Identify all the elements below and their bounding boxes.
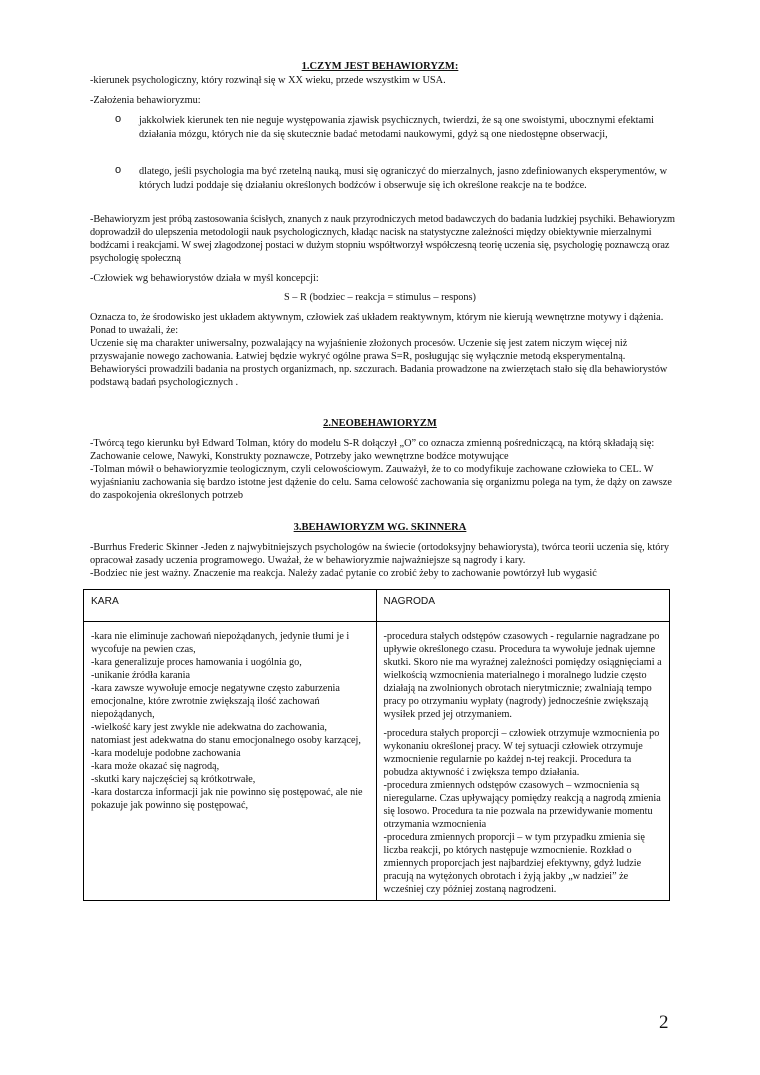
list-item: -kara generalizuje proces hamowania i uogólnia go, — [91, 657, 302, 668]
table-row — [84, 622, 670, 901]
punishment-reward-table — [83, 589, 670, 901]
skinner-paragraph: -Burrhus Frederic Skinner -Jeden z najwybitniejszych psychologów na świecie (ortodoksyjny behawiorysta), twórca teorii uczenia się, który opracował zasady uczenia programowego. Uważał, że w behawioryzmie najważniejsze są nagrody i kary. — [90, 542, 670, 566]
page-number: 2 — [659, 1012, 669, 1033]
s-r-formula: S – R (bodziec – reakcja = stimulus – respons) — [284, 292, 476, 303]
section-1-intro: -kierunek psychologiczny, który rozwinął się w XX wieku, przede wszystkim w USA. — [90, 75, 446, 86]
assumptions-label: -Założenia behawioryzmu: — [90, 95, 201, 106]
reward-fixed-ratio: -procedura stałych proporcji – człowiek otrzymuje wzmocnienia po wykonaniu określonej pracy. W tej sytuacji człowiek otrzymuje wzmocnienie regularnie po każdej n-tej reakcji. Procedura ta pobudza aktywność i zwiększa tempo działania. — [383, 728, 660, 778]
list-item: -kara nie eliminuje zachowań niepożądanych, jedynie tłumi je i wycofuje na pewien czas, — [91, 631, 350, 655]
list-item: -kara modeluje podobne zachowania — [91, 748, 241, 759]
list-item: -kara zawsze wywołuje emocje negatywne często zaburzenia emocjonalne, które zwrotnie zwiększają ilość zachowań niepożądanych, — [91, 683, 340, 720]
reward-variable-interval: -procedura zmiennych odstępów czasowych – wzmocnienia są nieregularne. Czas upływający pomiędzy reakcją a nagrodą zmienia się losowo. Procedura ta nie pozwala na przewidywanie momentu otrzymania wzmocnienia — [383, 780, 661, 830]
stimulus-paragraph: -Bodziec nie jest ważny. Znaczenie ma reakcja. Należy zadać pytanie co zrobić żeby to zachowanie powtórzył lub wygasić — [90, 568, 597, 579]
list-item: -unikanie źródła karania — [91, 670, 190, 681]
list-item: -skutki kary najczęściej są krótkotrwałe, — [91, 774, 256, 785]
circle-bullet-icon: o — [115, 164, 122, 176]
punishment-column-header: KARA — [84, 590, 377, 622]
reward-column-header: NAGRODA — [376, 590, 669, 622]
means-paragraph: Oznacza to, że środowisko jest układem aktywnym, człowiek zaś układem reaktywnym, którym nie kierują wewnętrzne motywy i dążenia. Ponad to uważali, że: — [90, 312, 664, 336]
section-3-title: 3.BEHAWIORYZM WG. SKINNERA — [293, 522, 467, 533]
section-1-title: 1.CZYM JEST BEHAWIORYZM: — [301, 61, 459, 72]
reward-variable-ratio: -procedura zmiennych proporcji – w tym przypadku zmienia się liczba reakcji, po których następuje wzmocnienie. Rozkład o zmiennych proporcjach jest najbardziej efektywny, gdyż ludzie pracują na wytężonych obrotach i żyją jakby „w nadziei” że wcześniej czy później zostaną nagrodzeni. — [383, 832, 645, 895]
concept-label: -Człowiek wg behawiorystów działa w myśl koncepcji: — [90, 273, 319, 284]
list-item: -wielkość kary jest zwykle nie adekwatna do zachowania, natomiast jest adekwatna do stanu emocjonalnego osoby karzącej, — [91, 722, 361, 746]
circle-bullet-icon: o — [115, 113, 122, 125]
teleology-paragraph: -Tolman mówił o behawioryzmie teologicznym, czyli celowościowym. Zauważył, że to co modyfikuje zachowane człowieka to CEL. W wyjaśnianiu zachowania się bardzo istotne jest dążenie do celu. Sama celowość zachowania się organizmu polega na tym, że dąży on zawsze do zaspokojenia określonych potrzeb — [90, 464, 672, 501]
section-2-title: 2.NEOBEHAWIORYZM — [323, 418, 437, 429]
reward-fixed-interval: -procedura stałych odstępów czasowych - regularnie nagradzane po upływie określonego czasu. Procedura ta wywołuje jednak ujemne skutki. Skoro nie ma wyraźnej zależności pomiędzy osiągnięciami a wielkością wzmocnienia materialnego i moralnego ludzie często działają na zwolnionych obrotach nierytmicznie; zwalniają tempo pracy po otrzymaniu wypłaty (nagrody) jednocześnie zwiększają wysiłek przed jej otrzymaniem. — [383, 631, 662, 720]
assumption-bullet-text: dlatego, jeśli psychologia ma być rzetelną nauką, musi się ograniczyć do mierzalnych, jasno zdefiniowanych eksperymentów, w których ludzi poddaje się działaniu określonych bodźców i obserwuje się ich określone reakcje na te bodźce. — [139, 166, 668, 191]
reward-cell — [376, 622, 669, 901]
table-header-row — [84, 590, 670, 622]
learning-paragraph: Uczenie się ma charakter uniwersalny, pozwalający na wyjaśnienie złożonych procesów. Uczenie się jest zatem niczym więcej niż przyswajanie nowego zachowania. Łatwiej będzie wykryć ogólne prawa S=R, posługując się wyłącznie metodą eksperymentalną. Behawioryści prowadzili badania na prostych organizmach, np. szczurach. Badania prowadzone na zwierzętach stało się dla behawiorystów podstawą badań psychologicznych . — [90, 338, 668, 388]
behaviorism-attempt-paragraph: -Behawioryzm jest próbą zastosowania ścisłych, znanych z nauk przyrodniczych metod badawczych do badania ludzkiej psychiki. Behawioryzm doprowadził do ulepszenia metodologii nauk psychologicznych, kładąc nacisk na statystyczne zależności między obiektywnie mierzalnymi bodźcami i reakcjami. W swej złagodzonej postaci w dużym stopniu współtworzył współczesną teorię uczenia się, psychologię poznawczą oraz psychologię społeczną — [90, 214, 675, 264]
tolman-paragraph: -Twórcą tego kierunku był Edward Tolman, który do modelu S-R dołączył „O” co oznacza zmienną pośredniczącą, na którą składają się: Zachowanie celowe, Nawyki, Konstrukty poznawcze, Potrzeby jako wewnętrzne bodźce motywujące — [90, 438, 655, 462]
list-item: -kara może okazać się nagrodą, — [91, 761, 220, 772]
assumption-bullet-text: jakkolwiek kierunek ten nie neguje występowania zjawisk psychicznych, twierdzi, że są one swoistymi, ubocznymi efektami działania mózgu, których nie da się skutecznie badać metodami naukowymi, gdyż są one niedostępne obserwacji, — [139, 115, 654, 140]
punishment-cell — [84, 622, 377, 901]
list-item: -kara dostarcza informacji jak nie powinno się postępować, ale nie pokazuje jak powinno się postępować, — [91, 787, 363, 811]
